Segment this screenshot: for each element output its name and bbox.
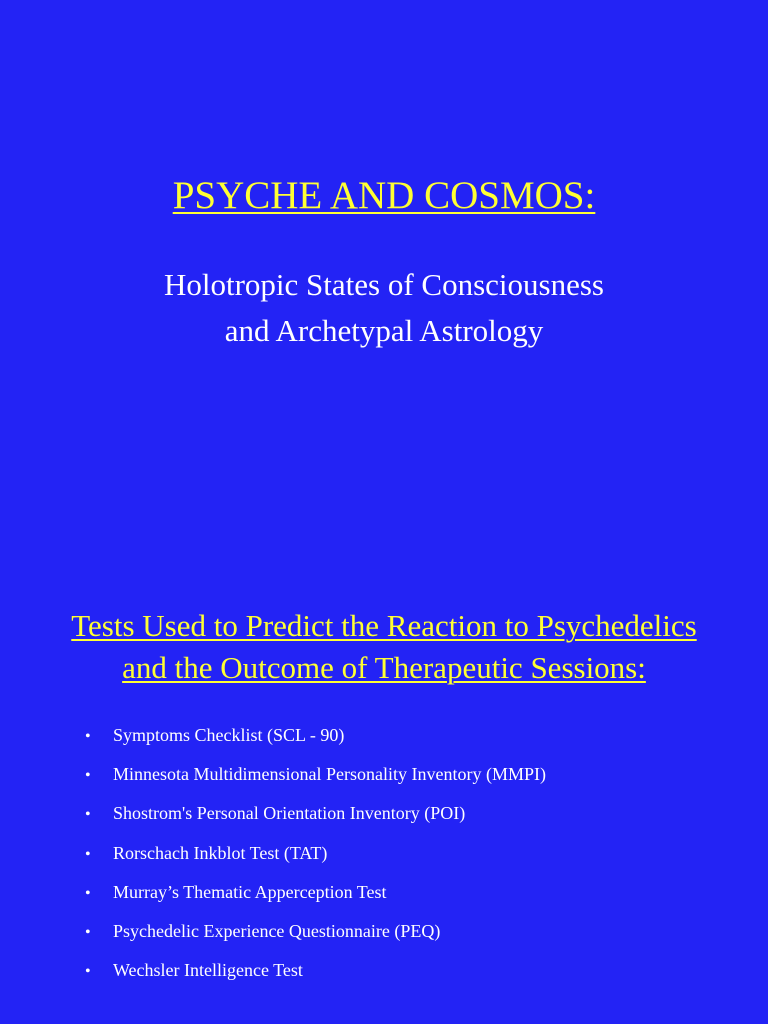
list-item-text: Minnesota Multidimensional Personality Inventory (MMPI): [113, 764, 546, 785]
bullet-icon: •: [85, 767, 91, 785]
tests-heading-line-2: and the Outcome of Therapeutic Sessions:: [122, 650, 646, 685]
bullet-icon: •: [85, 845, 91, 863]
tests-heading: [0, 605, 768, 689]
list-item: [85, 796, 546, 835]
bullet-icon: •: [85, 806, 91, 824]
list-item: [85, 875, 546, 914]
list-item-text: Murray’s Thematic Apperception Test: [113, 881, 387, 902]
list-item-text: Psychedelic Experience Questionnaire (PEQ): [113, 920, 441, 941]
bullet-icon: •: [85, 728, 91, 745]
list-item-text: Rorschach Inkblot Test (TAT): [113, 842, 328, 863]
subtitle-line-1: Holotropic States of Consciousness: [164, 267, 604, 302]
bullet-icon: •: [85, 923, 91, 941]
list-item: [85, 757, 546, 796]
tests-list: [85, 718, 546, 992]
list-item-text: Symptoms Checklist (SCL - 90): [113, 725, 345, 745]
bullet-icon: •: [85, 884, 91, 902]
list-item: [85, 836, 546, 875]
tests-heading-line-1: Tests Used to Predict the Reaction to Psychedelics: [71, 608, 697, 643]
slide-title-heading: PSYCHE AND COSMOS:: [172, 174, 596, 217]
list-item: [85, 953, 546, 992]
list-item: [85, 718, 546, 757]
slide-subtitle: [0, 262, 768, 354]
subtitle-line-2: and Archetypal Astrology: [224, 313, 544, 348]
list-item-text: Shostrom's Personal Orientation Inventory (POI): [113, 803, 466, 824]
list-item: [85, 914, 546, 953]
list-item-text: Wechsler Intelligence Test: [113, 960, 303, 981]
bullet-icon: •: [85, 963, 91, 981]
